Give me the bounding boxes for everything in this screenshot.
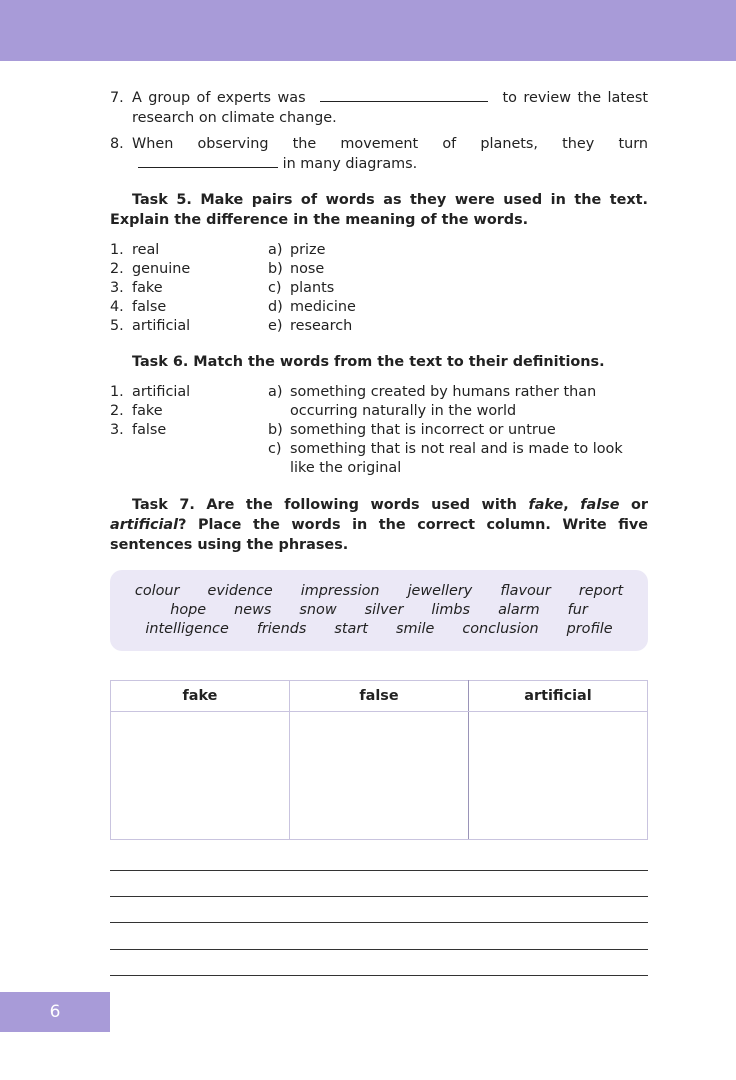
header-band (0, 0, 736, 61)
list-item (110, 317, 268, 336)
sentence-text-after: to review the latest research on climate change. (132, 90, 649, 126)
word-chip: report (578, 583, 624, 599)
list-item (110, 383, 268, 402)
task5-pairs (268, 241, 648, 336)
answer-cell-artificial[interactable] (469, 712, 648, 840)
item-marker: 4. (110, 299, 124, 315)
item-marker: a) (268, 242, 283, 258)
word-line (132, 620, 626, 639)
answer-cell-false[interactable] (290, 712, 469, 840)
word-chip: news (234, 602, 272, 618)
item-marker: 1. (110, 384, 124, 400)
table-header-row (111, 681, 648, 712)
table-row (111, 712, 648, 840)
word-chip: flavour (500, 583, 551, 599)
writing-line-1[interactable] (110, 870, 648, 871)
item-marker: 3. (110, 422, 124, 438)
list-item (268, 421, 648, 440)
sentence-text-before: A group of experts was (132, 90, 306, 106)
item-text: medicine (290, 299, 356, 315)
task7-heading (110, 495, 648, 555)
item-text: real (132, 242, 160, 258)
task7-word-artificial: artificial (110, 517, 179, 533)
word-chip: hope (170, 602, 207, 618)
item-text: prize (290, 242, 326, 258)
list-item (268, 440, 648, 478)
item-text: something that is not real and is made to look like the original (290, 441, 623, 476)
item-text: something created by humans rather than occurring naturally in the world (290, 384, 597, 419)
item-text: fake (132, 280, 163, 296)
item-text: genuine (132, 261, 191, 277)
answer-blank[interactable] (320, 90, 488, 102)
item-text: something that is incorrect or untrue (290, 422, 556, 438)
list-item (268, 383, 648, 421)
item-text: research (290, 318, 353, 334)
sentence-text-after: in many diagrams. (282, 156, 418, 172)
list-item (110, 298, 268, 317)
sentence-7 (110, 88, 648, 128)
word-chip: silver (364, 602, 404, 618)
word-chip: friends (256, 621, 307, 637)
item-marker: d) (268, 299, 283, 315)
answer-blank[interactable] (138, 156, 278, 168)
word-box (110, 570, 648, 651)
item-marker: c) (268, 280, 282, 296)
list-item (110, 241, 268, 260)
item-text: false (132, 422, 167, 438)
writing-line-5[interactable] (110, 975, 648, 976)
item-text: fake (132, 403, 163, 419)
task5-words (110, 241, 268, 336)
word-chip: alarm (498, 602, 540, 618)
word-chip: conclusion (462, 621, 539, 637)
list-item (110, 421, 268, 440)
answer-cell-fake[interactable] (111, 712, 290, 840)
task6-definitions (268, 383, 648, 478)
word-chip: smile (395, 621, 435, 637)
task5-match-list (110, 241, 648, 336)
page-content (110, 88, 648, 840)
column-header-artificial: artificial (469, 681, 648, 712)
item-marker: a) (268, 384, 283, 400)
item-marker: 1. (110, 242, 124, 258)
column-header-fake: fake (111, 681, 290, 712)
list-item (268, 298, 648, 317)
word-chip: profile (566, 621, 613, 637)
writing-line-4[interactable] (110, 949, 648, 950)
word-line (132, 601, 626, 620)
writing-line-3[interactable] (110, 922, 648, 923)
item-text: artificial (132, 318, 191, 334)
word-chip: snow (299, 602, 337, 618)
word-chip: start (334, 621, 368, 637)
task7-word-fake: fake (528, 497, 564, 513)
item-marker: c) (268, 441, 282, 457)
item-marker: 3. (110, 280, 124, 296)
list-item (110, 279, 268, 298)
page-number: 6 (0, 992, 110, 1032)
item-marker: 2. (110, 261, 124, 277)
task6-heading: Task 6. Match the words from the text to their definitions. (132, 354, 605, 370)
item-text: nose (290, 261, 325, 277)
list-item (110, 260, 268, 279)
task6-match-list (110, 383, 648, 478)
word-line (132, 582, 626, 601)
word-chip: intelligence (145, 621, 229, 637)
item-marker: b) (268, 261, 283, 277)
word-chip: limbs (431, 602, 471, 618)
word-chip: colour (134, 583, 180, 599)
writing-line-2[interactable] (110, 896, 648, 897)
list-item (268, 317, 648, 336)
item-text: plants (290, 280, 335, 296)
word-chip: impression (300, 583, 380, 599)
sentence-number: 8. (110, 136, 124, 152)
sentence-8 (110, 134, 648, 174)
item-marker: b) (268, 422, 283, 438)
item-text: false (132, 299, 167, 315)
task7-word-false: false (580, 497, 620, 513)
list-item (268, 241, 648, 260)
list-item (268, 260, 648, 279)
column-header-false: false (290, 681, 469, 712)
sentence-number: 7. (110, 90, 124, 106)
task6-words (110, 383, 268, 478)
word-chip: fur (567, 602, 588, 618)
item-marker: 5. (110, 318, 124, 334)
word-chip: jewellery (407, 583, 473, 599)
task5-heading: Task 5. Make pairs of words as they were used in the text. Explain the difference in the meaning of the words. (110, 192, 648, 228)
word-chip: evidence (207, 583, 273, 599)
item-marker: 2. (110, 403, 124, 419)
task7-comma: , (563, 497, 569, 513)
task7-heading-start: Task 7. Are the following words used with (132, 497, 517, 513)
task7-heading-end: ? Place the words in the correct column. Write five sentences using the phrases. (110, 517, 648, 553)
item-text: artificial (132, 384, 191, 400)
list-item (268, 279, 648, 298)
task7-or: or (631, 497, 648, 513)
item-marker: e) (268, 318, 283, 334)
list-item (110, 402, 268, 421)
sentence-text-before: When observing the movement of planets, they turn (132, 136, 648, 152)
sorting-table (110, 680, 648, 840)
